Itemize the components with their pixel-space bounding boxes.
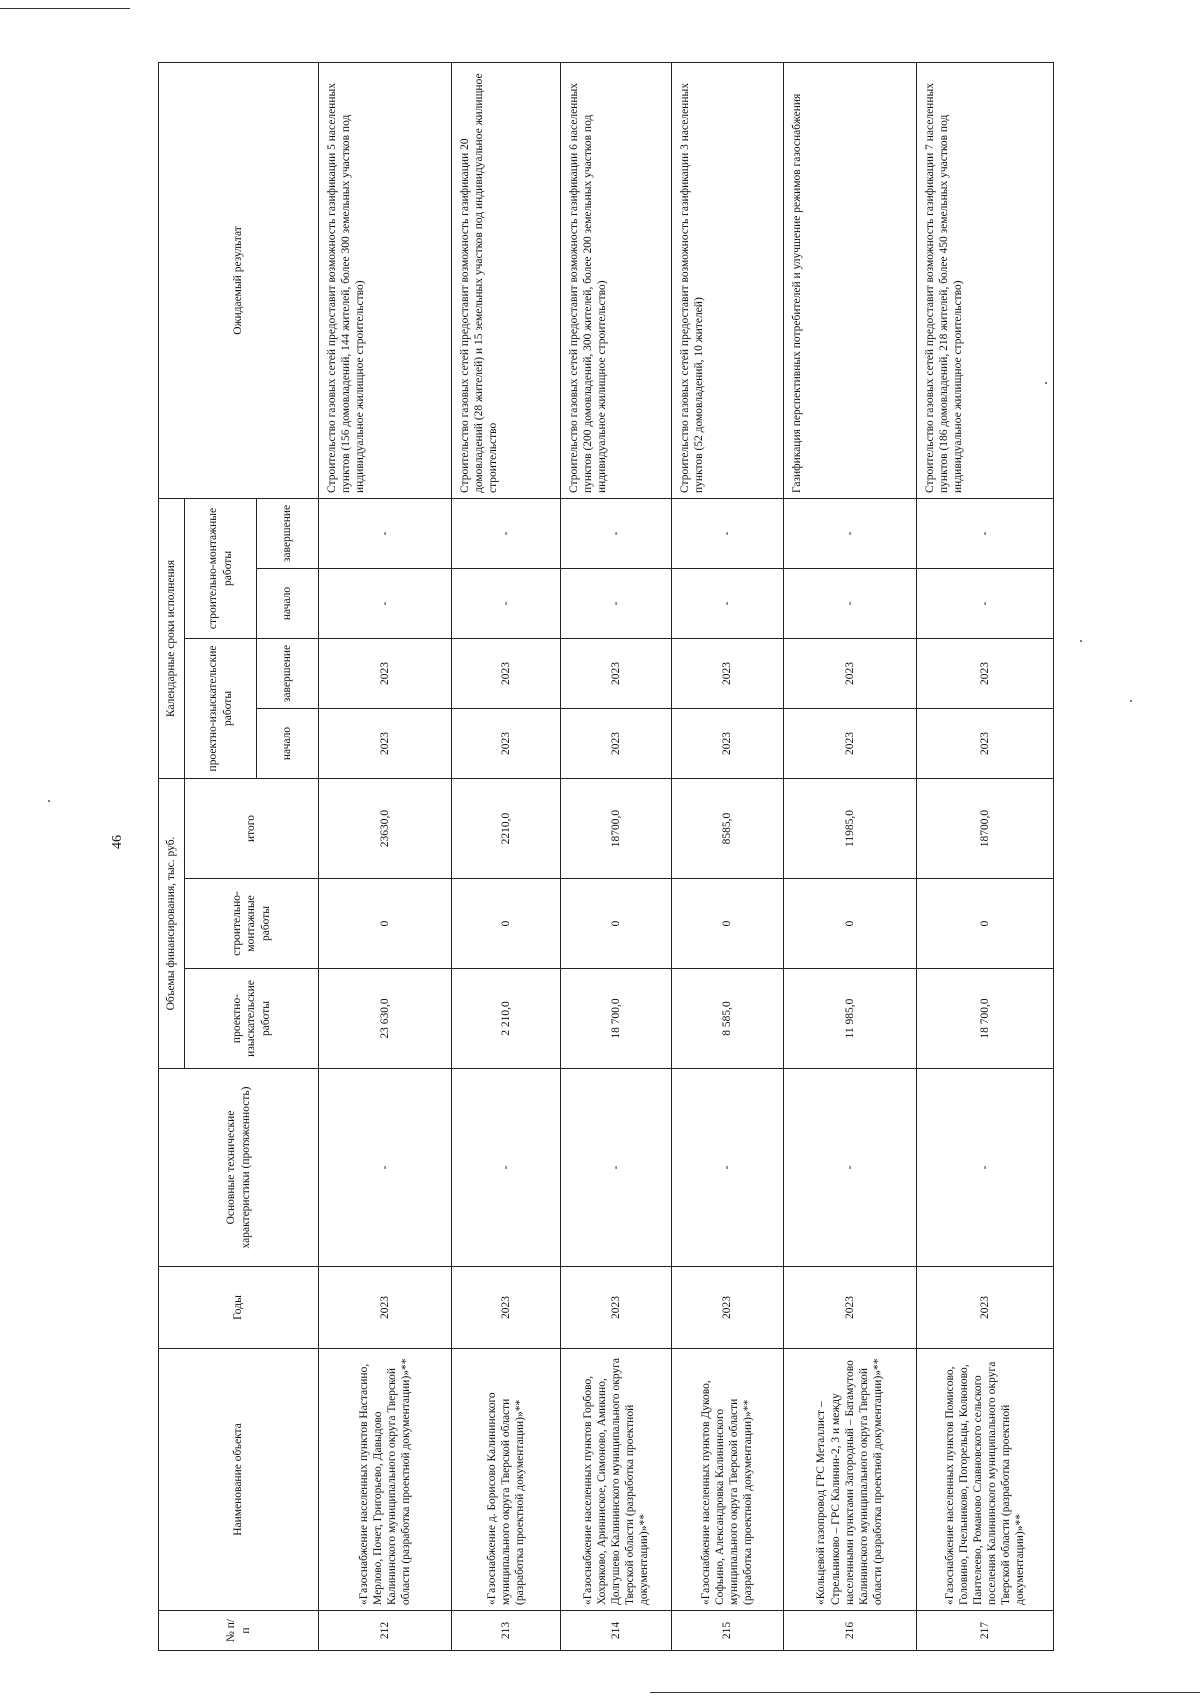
row-number: 216 [783,1611,916,1651]
funding-total: 23630,0 [319,778,452,878]
pir-start: 2023 [561,708,672,778]
row-year: 2023 [672,1267,783,1349]
expected-result: Строительство газовых сетей предоставит возможность газификации 20 домовладений (28 жителей) и 15 земельных участков под индивидуальное жилищное строительство [452,62,561,498]
tech-characteristics: - [319,1069,452,1267]
col-tech-header: Основные технические характеристики (протяженность) [159,1069,319,1267]
funding-total: 8585,0 [672,778,783,878]
col-calendar-header: Календарные сроки исполнения [159,498,185,778]
funding-smr: 0 [319,879,452,969]
expected-result: Строительство газовых сетей предоставит возможность газификации 3 населенных пунктов (52 домовладений, 10 жителей) [672,62,783,498]
col-name-header: Наименование объекта [159,1349,319,1611]
pir-end: 2023 [319,638,452,708]
funding-total: 18700,0 [561,778,672,878]
smr-start: - [672,568,783,638]
page-number: 46 [110,835,125,849]
pir-start: 2023 [319,708,452,778]
funding-smr: 0 [672,879,783,969]
pir-end: 2023 [672,638,783,708]
funding-pir: 8 585,0 [672,969,783,1069]
pir-end: 2023 [452,638,561,708]
scan-line-bottom [650,1692,1200,1693]
funding-total: 18700,0 [916,778,1053,878]
tech-characteristics: - [916,1069,1053,1267]
row-year: 2023 [783,1267,916,1349]
col-num-header: № п/п [159,1611,319,1651]
smr-end: - [319,498,452,568]
object-name: «Газоснабжение населенных пунктов Настасино, Мерлово, Почет, Григорьево, Давыдово Калининского муниципального округа Тверской области (разработка проектной документации)»** [319,1349,452,1611]
row-number: 215 [672,1611,783,1651]
col-cal-pir-header: проектно-изыскательские работы [185,638,257,778]
expected-result: Газификация перспективных потребителей и улучшение режимов газоснабжения [783,62,916,498]
funding-smr: 0 [452,879,561,969]
col-funding-total-header: итого [185,778,319,878]
row-number: 213 [452,1611,561,1651]
col-result-header: Ожидаемый результат [159,62,319,498]
smr-end: - [783,498,916,568]
row-year: 2023 [319,1267,452,1349]
smr-start: - [319,568,452,638]
col-smr-start-header: начало [257,568,319,638]
smr-end: - [672,498,783,568]
row-number: 217 [916,1611,1053,1651]
col-smr-end-header: завершение [257,498,319,568]
col-funding-smr-header: строительно-монтажные работы [185,879,319,969]
funding-smr: 0 [783,879,916,969]
rotated-table-wrapper [158,63,1054,1651]
pir-start: 2023 [452,708,561,778]
col-cal-smr-header: строительно-монтажные работы [185,498,257,638]
funding-total: 11985,0 [783,778,916,878]
table-row [319,62,452,1650]
funding-pir: 18 700,0 [916,969,1053,1069]
object-name: «Кольцевой газопровод ГРС Металлист – Стрельниково – ГРС Калинин-2, 3 и между населенными пунктами Загородный – Батамутово Калининского муниципального округа Тверской области (разработка проектной документации)»** [783,1349,916,1611]
object-name: «Газоснабжение д. Борисово Калининского муниципального округа Тверской области (разработка проектной документации)»** [452,1349,561,1611]
col-funding-header: Объемы финансирования, тыс. руб. [159,778,185,1068]
row-year: 2023 [916,1267,1053,1349]
funding-pir: 11 985,0 [783,969,916,1069]
scan-line-top [0,8,130,9]
col-pir-start-header: начало [257,708,319,778]
col-pir-end-header: завершение [257,638,319,708]
table-row [561,62,672,1650]
pir-end: 2023 [916,638,1053,708]
tech-characteristics: - [452,1069,561,1267]
expected-result: Строительство газовых сетей предоставит возможность газификации 5 населенных пунктов (156 домовладений, 144 жителей, более 300 земельных участков под индивидуальное жилищное строительство) [319,62,452,498]
smr-start: - [452,568,561,638]
scan-speck [1080,640,1082,642]
expected-result: Строительство газовых сетей предоставит возможность газификации 7 населенных пунктов (186 домовладений, 218 жителей, более 450 земельных участков под индивидуальное жилищное строительство) [916,62,1053,498]
scan-speck [48,800,50,802]
row-year: 2023 [452,1267,561,1349]
funding-smr: 0 [561,879,672,969]
pir-start: 2023 [783,708,916,778]
object-name: «Газоснабжение населенных пунктов Дуково, Софьино, Александровка Калининского муниципального округа Тверской области (разработка проектной документации)»** [672,1349,783,1611]
tech-characteristics: - [672,1069,783,1267]
col-years-header: Годы [159,1267,319,1349]
pir-start: 2023 [672,708,783,778]
smr-end: - [561,498,672,568]
pir-end: 2023 [561,638,672,708]
pir-start: 2023 [916,708,1053,778]
scan-speck [1130,700,1132,702]
smr-end: - [452,498,561,568]
row-number: 214 [561,1611,672,1651]
tech-characteristics: - [561,1069,672,1267]
object-name: «Газоснабжение населенных пунктов Горбово, Хохряково, Аринниское, Симоново, Амикино, Долгушево Калининского муниципального округа Тверской области (разработка проектной документации)»** [561,1349,672,1611]
table-row [783,62,916,1650]
col-funding-pir-header: проектно-изыскательские работы [185,969,319,1069]
smr-start: - [783,568,916,638]
table-row [452,62,561,1650]
table-row [672,62,783,1650]
smr-end: - [916,498,1053,568]
expected-result: Строительство газовых сетей предоставит возможность газификации 6 населенных пунктов (200 домовладений, 300 жителей, более 200 земельных участков под индивидуальное жилищное строительство) [561,62,672,498]
funding-pir: 18 700,0 [561,969,672,1069]
gasification-table [158,62,1054,1651]
row-number: 212 [319,1611,452,1651]
funding-pir: 23 630,0 [319,969,452,1069]
funding-total: 2210,0 [452,778,561,878]
row-year: 2023 [561,1267,672,1349]
smr-start: - [561,568,672,638]
funding-pir: 2 210,0 [452,969,561,1069]
object-name: «Газоснабжение населенных пунктов Помисово, Головино, Пчельниково, Погорельцы, Колюново, Пантелеево, Романово Славновского сельского поселения Калининского муниципального округа Тверской области (разработка проектной документации)»** [916,1349,1053,1611]
tech-characteristics: - [783,1069,916,1267]
table-row [916,62,1053,1650]
smr-start: - [916,568,1053,638]
funding-smr: 0 [916,879,1053,969]
pir-end: 2023 [783,638,916,708]
